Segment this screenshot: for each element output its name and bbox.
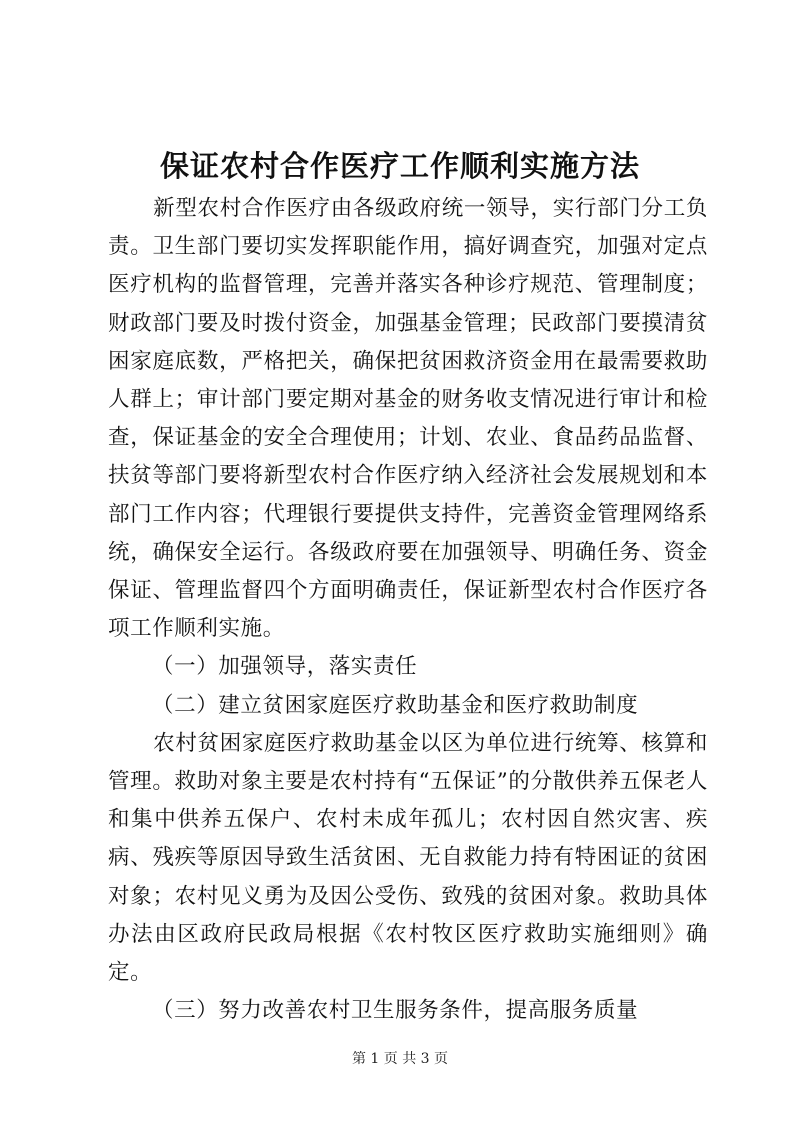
page-footer: 第 1 页 共 3 页	[351, 1051, 449, 1067]
paragraph-responsibility: 新型农村合作医疗由各级政府统一领导，实行部门分工负责。卫生部门要切实发挥职能作用，搞好调查究，加强对定点医疗机构的监督管理，完善并落实各种诊疗规范、管理制度；财政部门要及时拨付资金，加强基金管理；民政部门要摸清贫困家庭底数，严格把关，确保把贫困救济资金用在最需要救助人群上；审计部门要定期对基金的财务收支情况进行审计和检查，保证基金的安全合理使用；计划、农业、食品药品监督、扶贫等部门要将新型农村合作医疗纳入经济社会发展规划和本部门工作内容；代理银行要提供支持件，完善资金管理网络系统，确保安全运行。各级政府要在加强领导、明确任务、资金保证、管理监督四个方面明确责任，保证新型农村合作医疗各项工作顺利实施。	[108, 196, 708, 642]
paragraph-medical-aid: 农村贫困家庭医疗救助基金以区为单位进行统筹、核算和管理。救助对象主要是农村持有“五保证”的分散供养五保老人和集中供养五保户、农村未成年孤儿；农村因自然灾害、疾病、残疾等原因导致生活贫困、无自救能力持有特困证的贫困对象；农村见义勇为及因公受伤、致残的贫困对象。救助具体办法由区政府民政局根据《农村牧区医疗救助实施细则》确定。	[108, 730, 708, 986]
section-heading-3: （三）努力改善农村卫生服务条件，提高服务质量	[152, 998, 639, 1024]
document-title: 保证农村合作医疗工作顺利实施方法	[159, 149, 640, 183]
section-heading-2: （二）建立贫困家庭医疗救助基金和医疗救助制度	[152, 692, 639, 718]
document-body	[108, 190, 708, 1030]
section-heading-1: （一）加强领导，落实责任	[152, 654, 418, 680]
